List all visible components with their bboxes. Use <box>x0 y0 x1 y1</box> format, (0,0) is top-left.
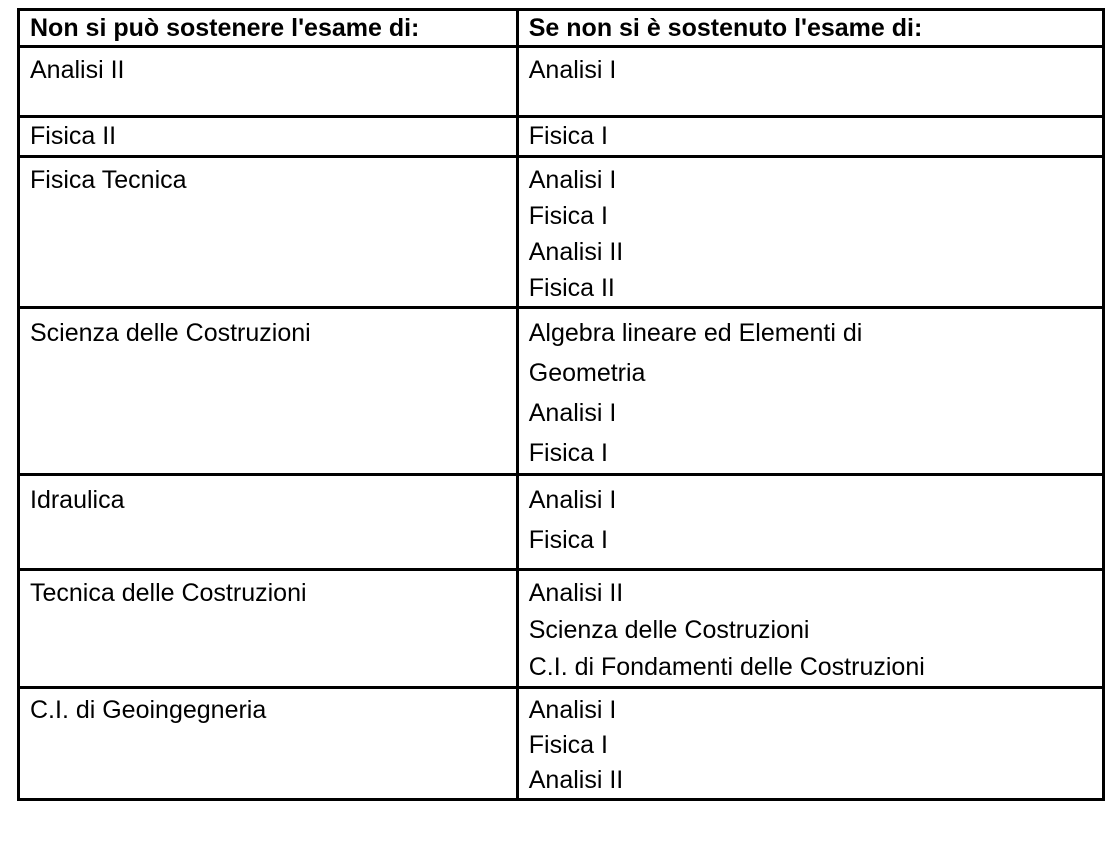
prerequisites-table <box>17 8 1105 801</box>
exam-cell <box>19 688 518 800</box>
prerequisite-item: Scienza delle Costruzioni <box>528 616 810 644</box>
table-row <box>19 570 1104 688</box>
prerequisite-item: Analisi I <box>528 486 617 514</box>
prerequisites-cell <box>517 117 1103 157</box>
prerequisite-item: Analisi I <box>528 56 617 84</box>
prerequisites-cell <box>517 47 1103 117</box>
prerequisites-cell <box>517 157 1103 308</box>
prerequisite-item: Analisi II <box>528 766 624 794</box>
exam-cell <box>19 475 518 570</box>
column-header-prerequisites: Se non si è sostenuto l'esame di: <box>517 10 1103 47</box>
exam-name: C.I. di Geoingegneria <box>30 696 267 724</box>
exam-cell <box>19 570 518 688</box>
prerequisite-item: Analisi I <box>528 166 617 194</box>
prerequisites-cell <box>517 688 1103 800</box>
table-row <box>19 117 1104 157</box>
prerequisite-item: Algebra lineare ed Elementi di <box>528 319 863 347</box>
prerequisite-item: Analisi II <box>528 579 624 607</box>
exam-name: Fisica Tecnica <box>30 166 187 194</box>
column-header-exam: Non si può sostenere l'esame di: <box>19 10 518 47</box>
table-row <box>19 47 1104 117</box>
prerequisites-cell <box>517 570 1103 688</box>
prerequisite-item: Fisica I <box>528 202 608 230</box>
prerequisite-item: Analisi II <box>528 238 624 266</box>
exam-name: Scienza delle Costruzioni <box>30 319 311 347</box>
prerequisite-item: Fisica II <box>528 274 615 302</box>
table-row <box>19 688 1104 800</box>
exam-cell <box>19 157 518 308</box>
prerequisite-item: Analisi I <box>528 399 617 427</box>
table-row <box>19 475 1104 570</box>
exam-name: Analisi II <box>30 56 125 84</box>
table-row <box>19 308 1104 475</box>
exam-cell <box>19 117 518 157</box>
prerequisite-item: Fisica I <box>528 731 608 759</box>
prerequisites-cell <box>517 308 1103 475</box>
table-row <box>19 157 1104 308</box>
prerequisite-item: Fisica I <box>528 439 608 467</box>
prerequisite-item: Analisi I <box>528 696 617 724</box>
table-header-row <box>19 10 1104 47</box>
prerequisite-item: C.I. di Fondamenti delle Costruzioni <box>528 653 925 681</box>
exam-cell <box>19 47 518 117</box>
exam-name: Fisica II <box>30 122 117 150</box>
prerequisites-cell <box>517 475 1103 570</box>
prerequisite-item: Fisica I <box>528 526 608 554</box>
prerequisite-item: Geometria <box>528 359 646 387</box>
exam-name: Tecnica delle Costruzioni <box>30 579 307 607</box>
exam-name: Idraulica <box>30 486 125 514</box>
prerequisite-item: Fisica I <box>528 122 608 150</box>
exam-cell <box>19 308 518 475</box>
